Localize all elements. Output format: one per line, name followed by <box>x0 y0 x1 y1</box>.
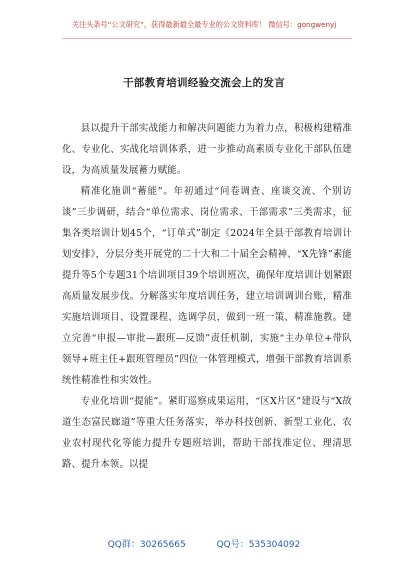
header-divider <box>62 38 352 39</box>
paragraph-intro: 县以提升干部实战能力和解决问题能力为着力点，积极构建精准化、专业化、实战化培训体系，进一步推动高素质专业化干部队伍建设，为高质量发展蓄力赋能。 <box>62 123 352 176</box>
footer-qq-number: QQ号：535304092 <box>216 540 301 550</box>
document-body <box>62 118 352 475</box>
header-banner: 关注头条号“公文研究”，获得最新最全最专业的公文资料库！ 微信号：gongwenyj <box>71 20 337 29</box>
footer-qq-group: QQ群：30265665 <box>107 540 186 550</box>
paragraph-precise-training: 精准化施训“蓄能”。年初通过“问卷调查、座谈交流、个别访谈”三步调研，结合“单位需求、岗位需求、干部需求”三类需求，征集各类培训计划45个，“订单式”制定《2024年全县干部教育培训计划安排》，分层分类开展党的二十大和二十届全会精神、“X先锋”素能提升等5个专题31个培训项目39个培训班次，确保年度培训计划紧跟高质量发展步伐。分解落实年度培训任务，建立培训调训台账，精准实施培训项目、设置课程、选调学员，做到一班一策、精准施教。建立完善“申报—审批—跟班—反馈”责任机制，实施“主办单位+带队领导+班主任+跟班管理员”四位一体管理模式，增强干部教育培训系统性精准性和实效性。 <box>62 186 352 386</box>
document-title: 干部教育培训经验交流会上的发言 <box>123 77 285 89</box>
footer-contact <box>0 537 408 550</box>
paragraph-professional-training: 专业化培训“提能”。紧盯巡察成果运用，“区X片区”建设与“X故道生态富民廊道”等重大任务落实，举办科技创新、新型工业化、农业农村现代化等能力提升专题班培训，帮助干部找准定位、理清思路、提升本领。以提 <box>62 396 352 470</box>
